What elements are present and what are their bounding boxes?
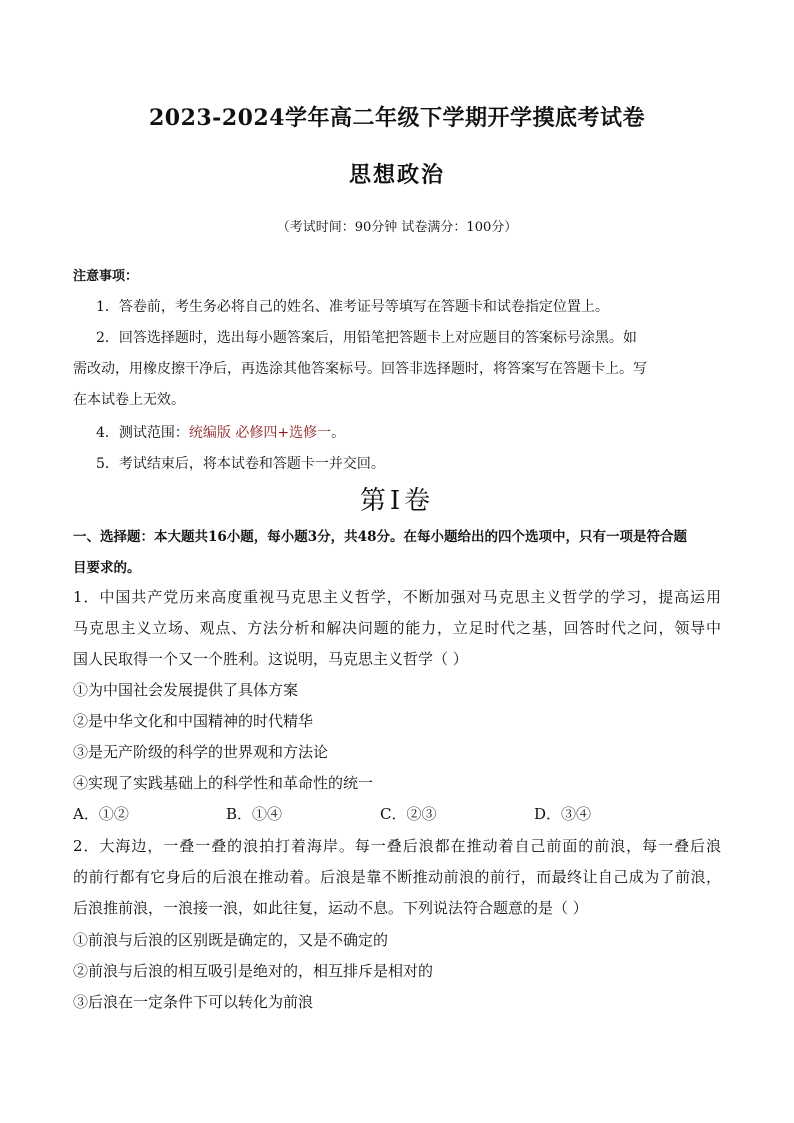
notice-item-5: 5．考试结束后，将本试卷和答题卡一并交回。 bbox=[96, 456, 385, 472]
section-heading-line-2: 目要求的。 bbox=[73, 560, 141, 576]
q2-statement-3: ③后浪在一定条件下可以转化为前浪 bbox=[73, 993, 314, 1011]
q2-statement-1: ①前浪与后浪的区别既是确定的，又是不确定的 bbox=[73, 931, 389, 949]
notice-item-2-line-2: 需改动，用橡皮擦干净后，再选涂其他答案标号。回答非选择题时，将答案写在答题卡上。写 bbox=[73, 361, 647, 377]
q1-option-c: C．②③ bbox=[380, 805, 437, 823]
q1-stem-line-1: 1．中国共产党历来高度重视马克思主义哲学，不断加强对马克思主义哲学的学习，提高运用 bbox=[73, 588, 721, 606]
test-scope: 统编版 必修四+选修一 bbox=[188, 425, 332, 441]
q2-stem-line-3: 后浪推前浪，一浪接一浪，如此往复，运动不息。下列说法符合题意的是（ ） bbox=[73, 899, 588, 917]
notice-item-4 bbox=[96, 422, 345, 442]
notice-item-2-line-3: 在本试卷上无效。 bbox=[73, 392, 185, 408]
q1-option-a: A．①② bbox=[73, 805, 129, 823]
notice-item-4-prefix: 4．测试范围： bbox=[96, 425, 189, 441]
q1-option-d: D．③④ bbox=[534, 805, 592, 823]
volume-title: 第Ⅰ卷 bbox=[359, 486, 435, 516]
q2-stem-line-2: 的前行都有它身后的后浪在推动着。后浪是靠不断推动前浪的前行，而最终让自己成为了前浪， bbox=[73, 868, 721, 886]
q1-statement-2: ②是中华文化和中国精神的时代精华 bbox=[73, 712, 314, 730]
q1-statement-4: ④实现了实践基础上的科学性和革命性的统一 bbox=[73, 774, 374, 792]
q1-statement-1: ①为中国社会发展提供了具体方案 bbox=[73, 681, 299, 699]
section-heading-line-1: 一、选择题：本大题共16小题，每小题3分，共48分。在每小题给出的四个选项中，只有一项是符合题 bbox=[73, 529, 687, 545]
subject-title: 思想政治 bbox=[348, 162, 445, 188]
notice-item-4-suffix: 。 bbox=[331, 425, 346, 441]
q1-statement-3: ③是无产阶级的科学的世界观和方法论 bbox=[73, 743, 329, 761]
exam-info: （考试时间：90分钟 试卷满分：100分） bbox=[276, 220, 518, 235]
notice-item-1: 1．答卷前，考生务必将自己的姓名、准考证号等填写在答题卡和试卷指定位置上。 bbox=[96, 299, 609, 315]
q1-stem-line-2: 马克思主义立场、观点、方法分析和解决问题的能力，立足时代之基，回答时代之问，领导中 bbox=[73, 619, 721, 637]
q1-option-b: B．①④ bbox=[226, 805, 283, 823]
q2-statement-2: ②前浪与后浪的相互吸引是绝对的，相互排斥是相对的 bbox=[73, 962, 434, 980]
q2-stem-line-1: 2．大海边，一叠一叠的浪拍打着海岸。每一叠后浪都在推动着自己前面的前浪，每一叠后浪 bbox=[73, 837, 721, 855]
notice-heading: 注意事项： bbox=[73, 269, 139, 284]
exam-title: 2023-2024学年高二年级下学期开学摸底考试卷 bbox=[148, 105, 646, 131]
q1-stem-line-3: 国人民取得一个又一个胜利。这说明，马克思主义哲学（ ） bbox=[73, 650, 468, 668]
notice-item-2-line-1: 2．回答选择题时，选出每小题答案后，用铅笔把答题卡上对应题目的答案标号涂黑。如 bbox=[96, 330, 637, 346]
